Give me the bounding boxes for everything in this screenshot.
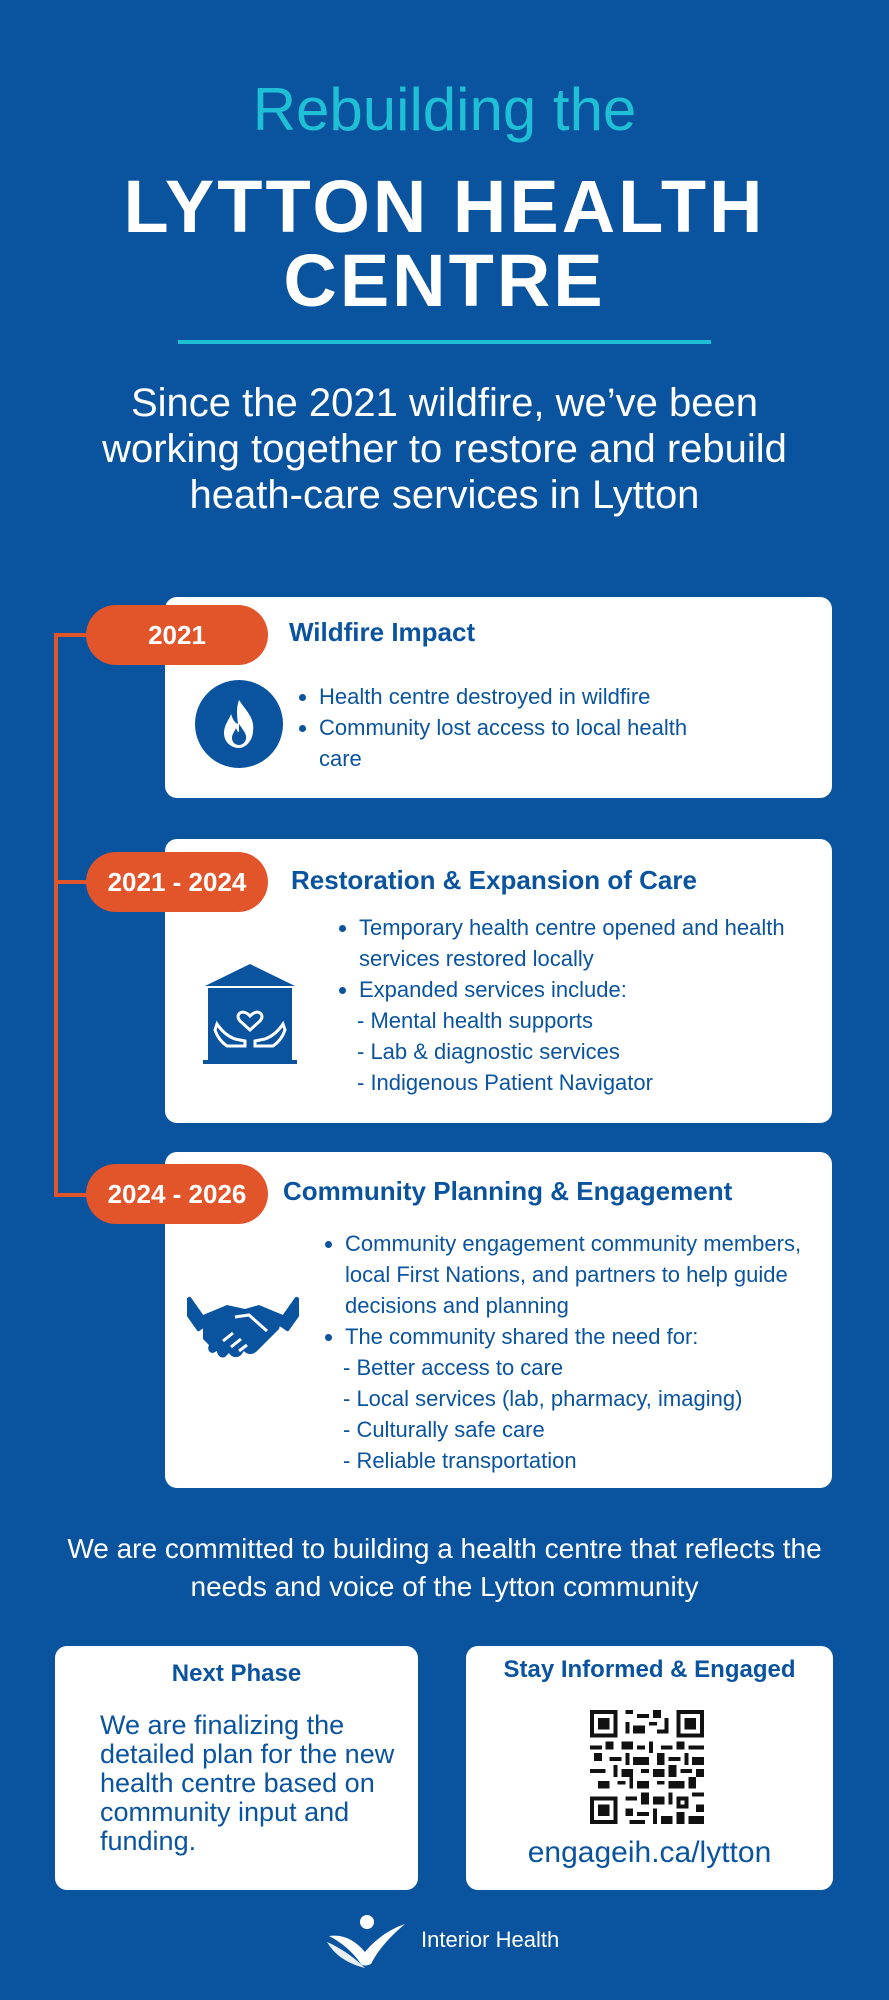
year-badge: 2021 [86,605,268,665]
bullet-item: • Community lost access to local health care [319,712,717,774]
year-badge: 2024 - 2026 [86,1164,268,1224]
card-title: Wildfire Impact [289,617,476,647]
sub-item: - Reliable transportation [343,1448,577,1473]
bullet-item: • Health centre destroyed in wildfire [319,681,717,712]
footer-org-name: Interior Health [421,1927,560,1952]
sub-item: - Mental health supports [357,1008,594,1033]
card-title: Restoration & Expansion of Care [291,865,697,895]
card-bullets [337,912,797,1098]
bullet-item: • Community engagement community members, local First Nations, and partners to help guide decisions and planning [345,1228,813,1321]
engage-url-link[interactable]: engageih.ca/lytton [527,1836,772,1869]
sub-item: - Lab & diagnostic services [357,1039,620,1064]
divider [178,340,711,344]
next-phase-box [55,1646,418,1890]
stay-informed-box [466,1646,833,1890]
flame-icon [195,680,283,773]
bullet-item: • The community shared the need for: [345,1321,813,1352]
stay-informed-title: Stay Informed & Engaged [503,1656,796,1683]
interior-health-logo-icon [325,1912,409,1973]
next-phase-text: We are finalizing the detailed plan for the new health centre based on community input and funding. [100,1710,395,1856]
card-bullets [323,1228,813,1476]
bullet-item: • Temporary health centre opened and health services restored locally [359,912,797,974]
handshake-icon [187,1285,299,1370]
sub-item: - Indigenous Patient Navigator [357,1070,653,1095]
page-title [0,165,889,322]
year-badge: 2021 - 2024 [86,852,268,912]
intro-text: Since the 2021 wildfire, we’ve been working together to restore and rebuild heath-care services in Lytton [102,381,787,517]
next-phase-title: Next Phase [171,1660,302,1687]
card-bullets [297,681,717,774]
title-line-1: LYTTON HEALTH [123,165,766,248]
qr-code-icon[interactable] [590,1710,704,1829]
sub-item: - Culturally safe care [343,1417,545,1442]
sub-item: - Local services (lab, pharmacy, imaging) [343,1386,743,1411]
card-title: Community Planning & Engagement [283,1176,733,1206]
commitment-text: We are committed to building a health centre that reflects the needs and voice of the Lytton community [67,1533,822,1602]
timeline-line [54,633,58,1195]
sub-item: - Better access to care [343,1355,564,1380]
subtitle: Rebuilding the [252,76,637,143]
title-line-2: CENTRE [283,239,606,322]
bullet-item: • Expanded services include: [359,974,797,1005]
health-centre-heart-hands-icon [203,964,297,1069]
